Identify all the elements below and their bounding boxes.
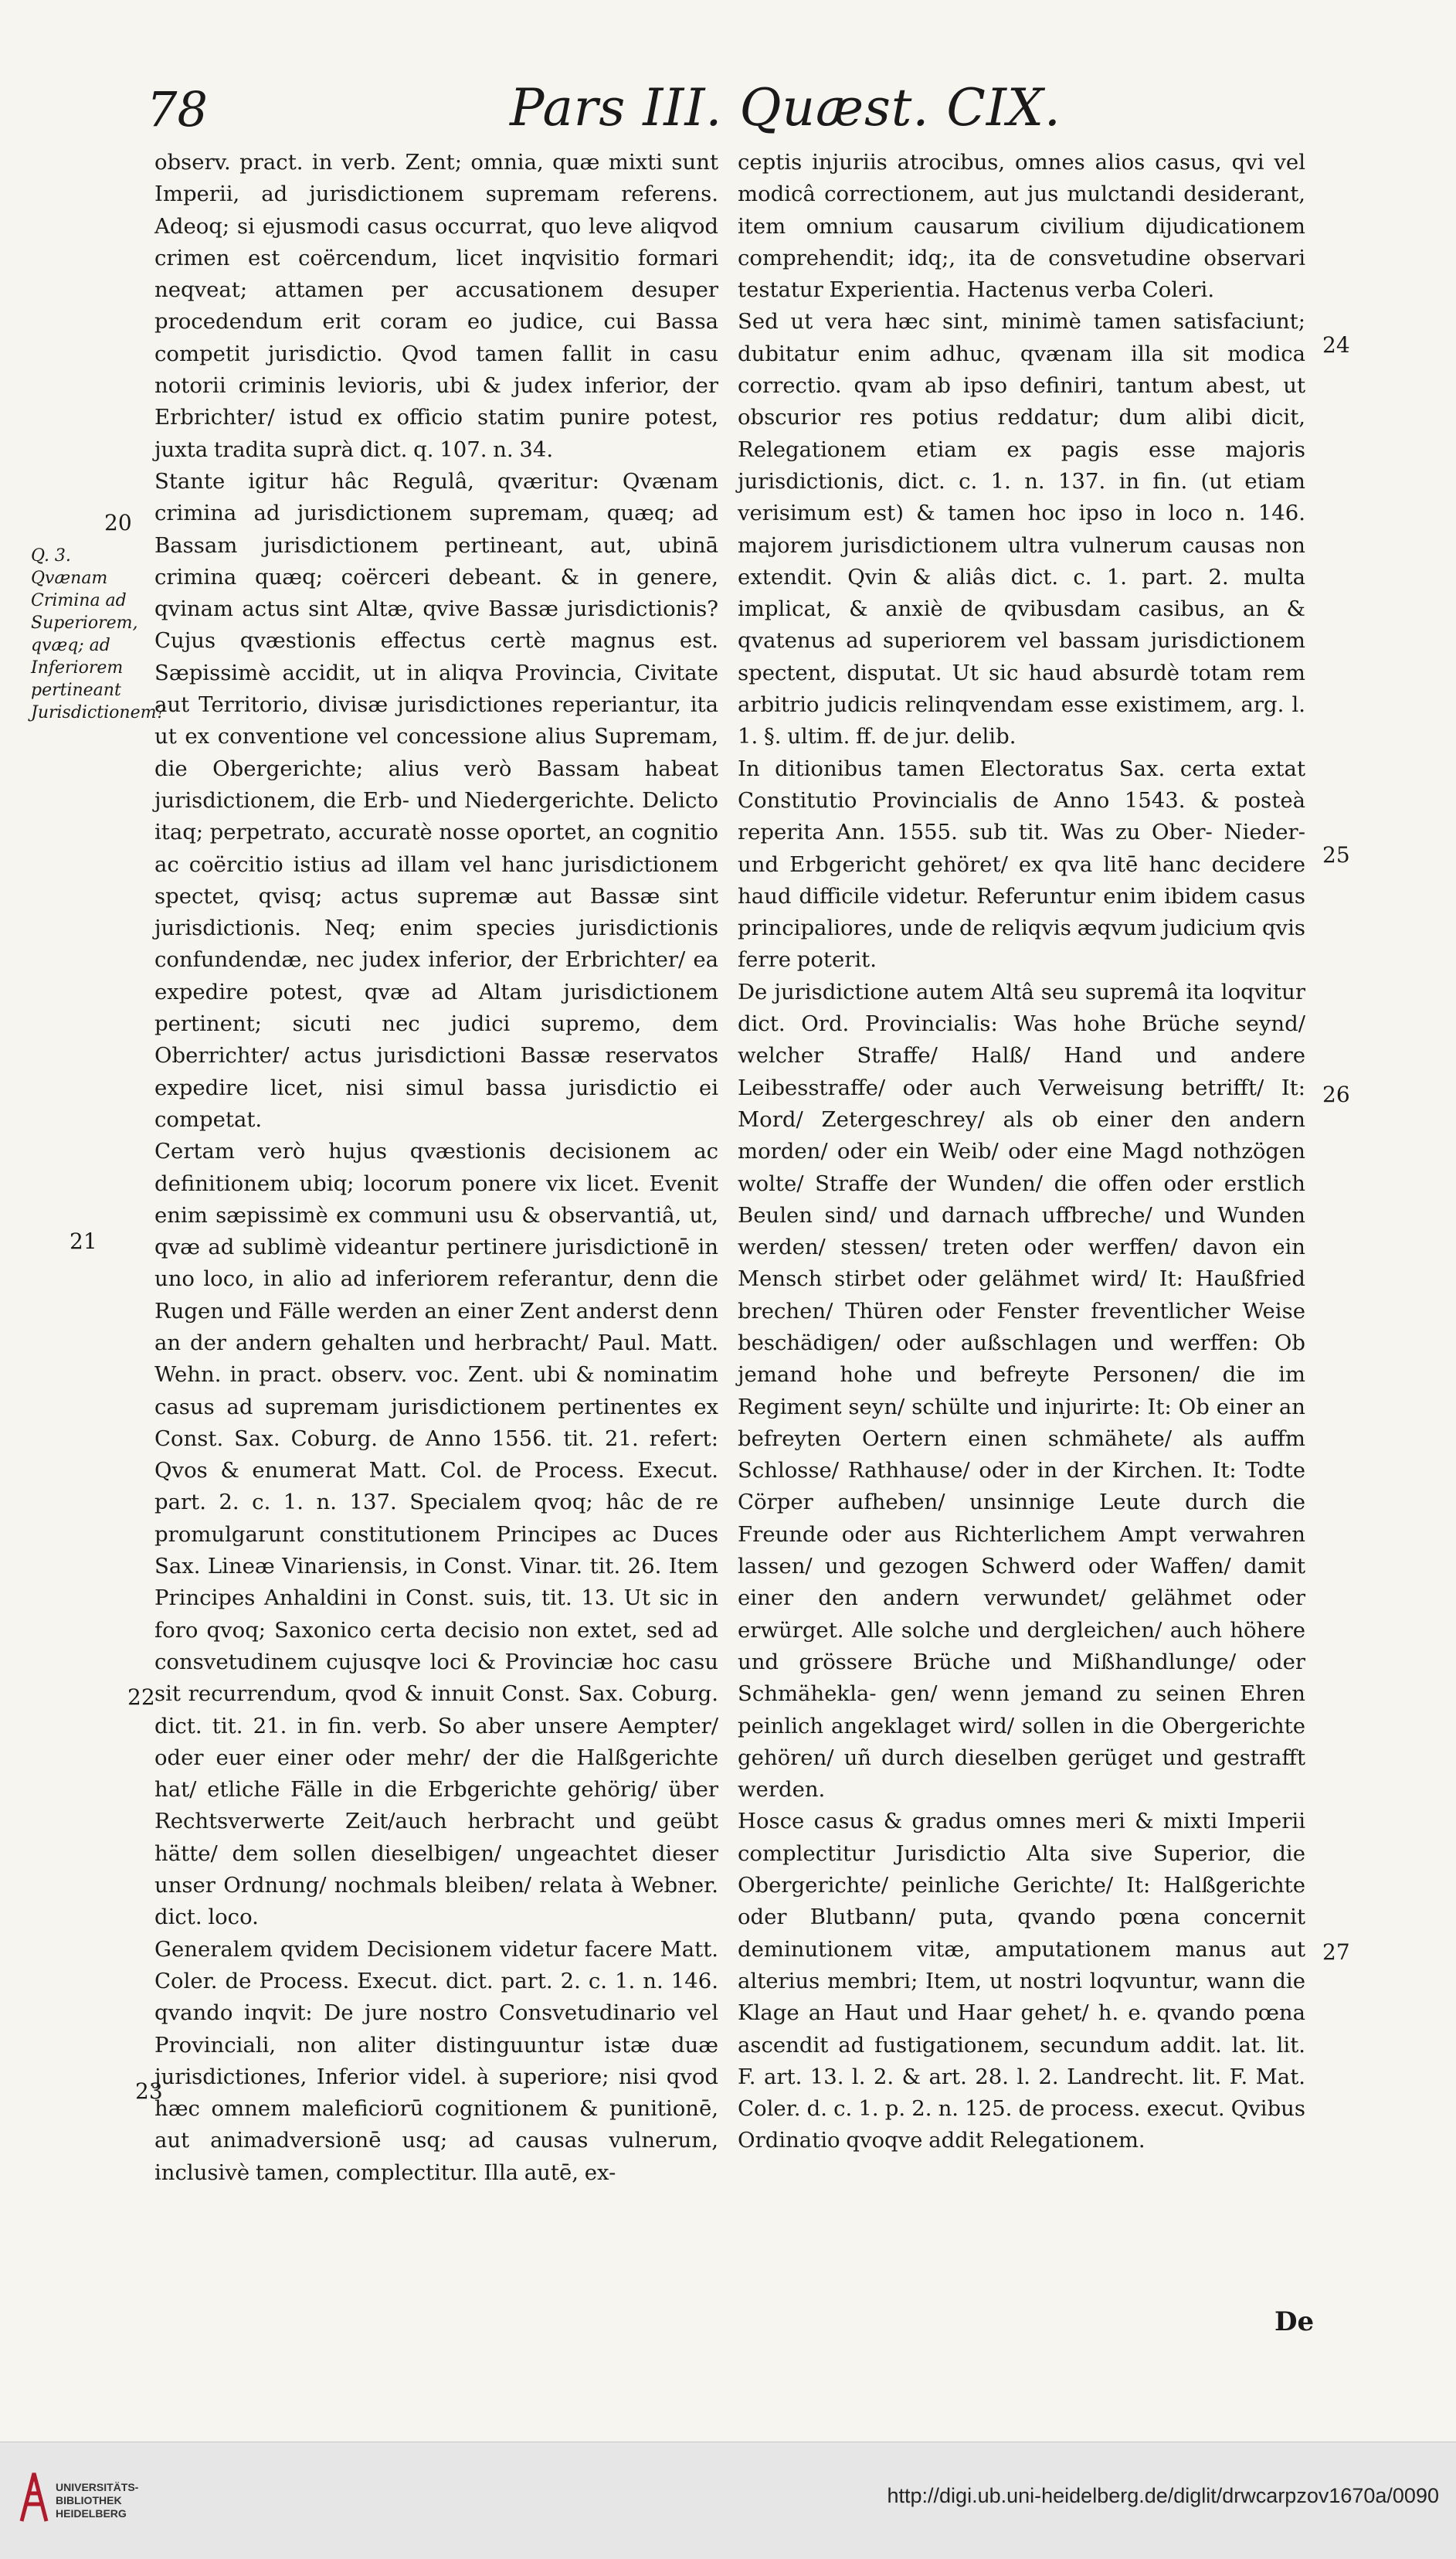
footer-bar [0,2442,1456,2559]
left-margin-note: Q. 3. Qvænam Crimina ad Superiorem, qvæq; ad Inferiorem pertineant Jurisdictionem? [31,546,166,722]
library-name: UNIVERSITÄTS- BIBLIOTHEK HEIDELBERG [56,2481,139,2520]
page-number: 78 [147,81,208,138]
marginal-number-24: 24 [1322,332,1350,358]
marginal-number-20: 20 [104,510,132,535]
marginal-number-21: 21 [70,1229,97,1254]
right-column-text: ceptis injuriis atrocibus, omnes alios casus, qvi vel modicâ correctionem, aut jus mulctandi desiderant, item omnium causarum civilium dijudicationem comprehendit; idq;, ita de consvetudine observari testatur Experientia. Hactenus verba Coleri. Sed ut vera hæc sint, minimè tamen satisfaciunt; dubitatur enim adhuc, qvænam illa sit modica correctio. qvam ab ipso definiri, tantum abest, ut obscurior res potius reddatur; dum alibi dicit, Relegationem etiam ex pagis esse majoris jurisdictionis, dict. c. 1. n. 137. in fin. (ut etiam verisimum est) & tamen hoc ipso in loco n. 146. majorem jurisdictionem ultra vulnerum causas non extendit. Qvin & aliâs dict. c. 1. part. 2. multa implicat, & anxiè de qvibusdam casibus, an & qvatenus ad superiorem vel bassam jurisdictionem spectent, disputat. Ut sic haud absurdè totam rem arbitrio judicis relinqvendam esse existimem, arg. l. 1. §. ultim. ff. de jur. delib. In ditionibus tamen Electoratus Sax. certa extat Constitutio Provincialis de Anno 1543. & posteà reperita Ann. 1555. sub tit. Was zu Ober- Nieder- und Erbgericht gehöret/ ex qva litē hanc decidere haud difficile videtur. Referuntur enim ibidem casus principaliores, unde de reliqvis æqvum judicium qvis ferre poterit. De jurisdictione autem Altâ seu supremâ ita loqvitur dict. Ord. Provincialis: Was hohe Brüche seynd/ welcher Straffe/ Halß/ Hand und andere Leibesstraffe/ oder auch Verweisung betrifft/ It: Mord/ Zetergeschrey/ als ob einer den andern morden/ oder ein Weib/ oder eine Magd nothzögen wolte/ Straffe der Wunden/ die offen oder erstlich Beulen sind/ und darnach uffbreche/ und Wunden werden/ stessen/ treten oder werffen/ davon ein Mensch stirbet oder gelähmet wird/ It: Haußfried brechen/ Thüren oder Fenster freventlicher Weise beschädigen/ oder außschlagen und werffen: Ob jemand hohe und befreyte Personen/ die im Regiment seyn/ schülte und injurirte: It: Ob einer an befreyten Oertern einen schmähete/ als auffm Schlosse/ Rathhause/ oder in der Kirchen. It: Todte Cörper aufheben/ unsinnige Leute durch die Freunde oder aus Richterlichem Ampt verwahren lassen/ und gezogen Schwerd oder Waffen/ damit einer den andern verwundet/ gelähmet oder erwürget. Alle solche und dergleichen/ auch höhere und grössere Brüche und Mißhandlunge/ oder Schmähekla- gen/ wenn jemand zu seinen Ehren peinlich angeklaget wird/ sollen in die Obergerichte gehören/ uñ durch dieselben gerüget und gestrafft werden. Hosce casus & gradus omnes meri & mixti Imperii complectitur Jurisdictio Alta sive Superior, die Obergerichte/ peinliche Gerichte/ It: Halßgerichte oder Blutbann/ puta, qvando pœna concernit deminutionem vitæ, amputationem manus aut alterius membri; Item, ut nostri loqvuntur, wann die Klage an Haut und Haar gehet/ h. e. qvando pœna ascendit ad fustigationem, secundum addit. lat. lit. F. art. 13. l. 2. & art. 28. l. 2. Landrecht. lit. F. Mat. Coler. d. c. 1. p. 2. n. 125. de process. execut. Qvibus Ordinatio qvoqve addit Relegationem. [738,150,1305,2153]
marginal-number-22: 22 [127,1684,155,1710]
catchword: De [1274,2306,1315,2337]
marginal-number-26: 26 [1322,1082,1350,1107]
marginal-number-25: 25 [1322,842,1350,868]
page-title: Pars III. Quæst. CIX. [510,78,1061,138]
running-head [147,73,1410,151]
source-url-link[interactable]: http://digi.ub.uni-heidelberg.de/diglit/drwcarpzov1670a/0090 [887,2484,1439,2507]
marginal-number-23: 23 [135,2078,163,2104]
university-logo-icon [19,2470,49,2524]
marginal-number-27: 27 [1322,1939,1350,1965]
left-column-text: observ. pract. in verb. Zent; omnia, quæ mixti sunt Imperii, ad jurisdictionem supremam referens. Adeoq; si ejusmodi casus occurrat, quo leve aliqvod crimen est coërcendum, licet inqvisitio formari neqveat; attamen per accusationem desuper procedendum erit coram eo judice, cui Bassa competit jurisdictio. Qvod tamen fallit in casu notorii criminis levioris, ubi & judex inferior, der Erbrichter/ istud ex officio statim punire potest, juxta tradita suprà dict. q. 107. n. 34. Stante igitur hâc Regulâ, qværitur: Qvænam crimina ad jurisdictionem supremam, quæq; ad Bassam jurisdictionem pertineant, aut, ubinā crimina quæq; coërceri debeant. & in genere, qvinam actus sint Altæ, qvive Bassæ jurisdictionis? Cujus qvæstionis effectus certè magnus est. Sæpissimè accidit, ut in aliqva Provincia, Civitate aut Territorio, divisæ jurisdictiones reperiantur, ita ut ex conventione vel concessione alius Supremam, die Obergerichte; alius verò Bassam habeat jurisdictionem, die Erb- und Niedergerichte. Delicto itaq; perpetrato, accuratè nosse oportet, an cognitio ac coërcitio istius ad illam vel hanc jurisdictionem spectet, qvisq; actus supremæ aut Bassæ sint jurisdictionis. Neq; enim species jurisdictionis confundendæ, nec judex inferior, der Erbrichter/ ea expedire potest, qvæ ad Altam jurisdictionem pertinent; sicuti nec judici supremo, dem Oberrichter/ actus jurisdictioni Bassæ reservatos expedire licet, nisi simul bassa jurisdictio ei competat. Certam verò hujus qvæstionis decisionem ac definitionem ubiq; locorum ponere vix licet. Evenit enim sæpissimè ex communi usu & observantiâ, ut, qvæ ad sublimè videantur pertinere jurisdictionē in uno loco, in alio ad inferiorem referantur, denn die Rugen und Fälle werden an einer Zent anderst denn an der andern gehalten und herbracht/ Paul. Matt. Wehn. in pract. observ. voc. Zent. ubi & nominatim casus ad supremam jurisdictionem pertinentes ex Const. Sax. Coburg. de Anno 1556. tit. 21. refert: Qvos & enumerat Matt. Col. de Process. Execut. part. 2. c. 1. n. 137. Specialem qvoq; hâc de re promulgarunt constitutionem Principes ac Duces Sax. Lineæ Vinariensis, in Const. Vinar. tit. 26. Item Principes Anhaldini in Const. suis, tit. 13. Ut sic in foro qvoq; Saxonico certa decisio non extet, sed ad consvetudinem cujusqve loci & Provinciæ hoc casu sit recurrendum, qvod & innuit Const. Sax. Coburg. dict. tit. 21. in fin. verb. So aber unsere Aempter/ oder euer einer oder mehr/ der die Halßgerichte hat/ etliche Fälle in die Erbgerichte gehörig/ über Rechtsverwerte Zeit/auch herbracht und geübt hätte/ dem sollen dieselbigen/ ungeachtet dieser unser Ordnung/ nochmals bleiben/ relata à Webner. dict. loco. Generalem qvidem Decisionem videtur facere Matt. Coler. de Process. Execut. dict. part. 2. c. 1. n. 146. qvando inqvit: De jure nostro Consvetudinario vel Provinciali, non aliter distinguuntur istæ duæ jurisdictiones, Inferior videl. à superiore; nisi qvod hæc omnem maleficiorū cognitionem & punitionē, aut animadversionē usq; ad causas vulnerum, inclusivè tamen, complectitur. Illa autē, ex- [154,150,718,2185]
